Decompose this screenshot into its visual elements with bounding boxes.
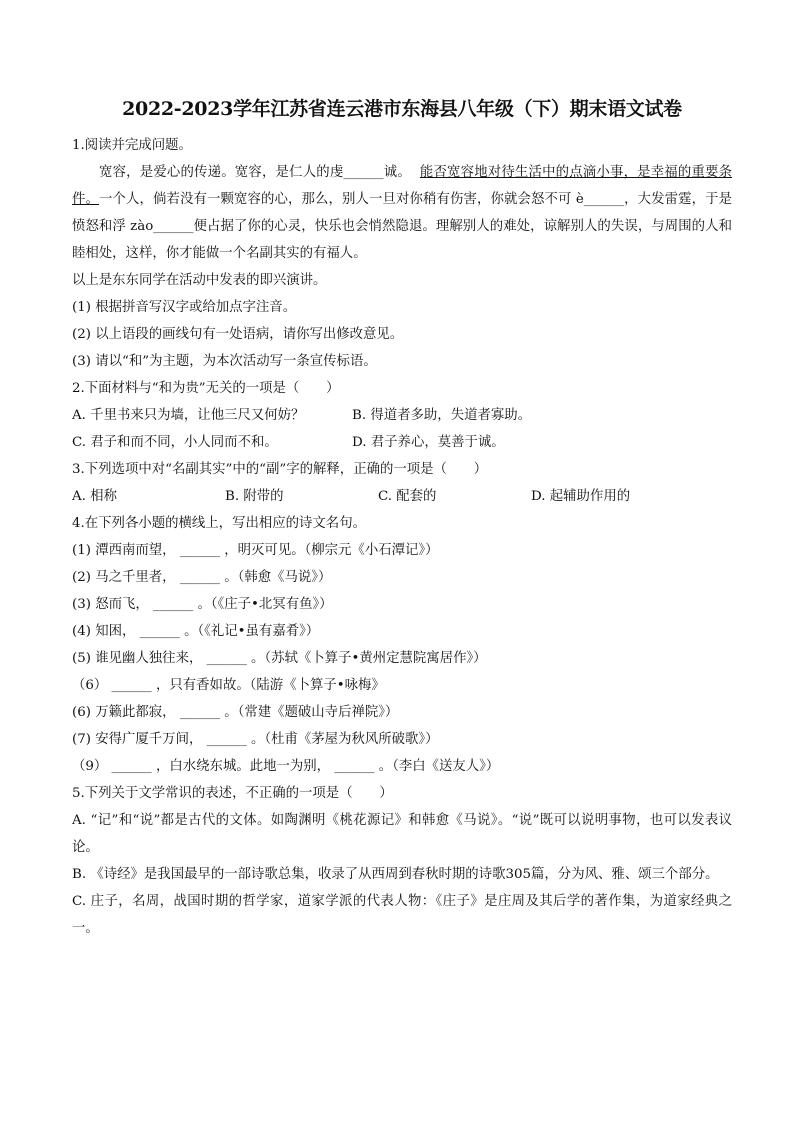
q2-stem: 2.下面材料与“和为贵”无关的一项是（ ） bbox=[72, 381, 340, 396]
exam-page bbox=[72, 96, 732, 942]
q5-option-c: C. 庄子，名周，战国时期的哲学家，道家学派的代表人物：《庄子》是庄周及其后学的著作集，为道家经典之一。 bbox=[72, 894, 732, 936]
q5-stem: 5.下列关于文学常识的表述，不正确的一项是（ ） bbox=[72, 786, 393, 801]
exam-title: 2022-2023学年江苏省连云港市东海县八年级（下）期末语文试卷 bbox=[122, 98, 682, 120]
q2-option-a: A. 千里书来只为墙，让他三尺又何妨？ bbox=[72, 408, 305, 423]
question-4 bbox=[72, 510, 732, 780]
q3-option-b: B. 附带的 bbox=[225, 489, 284, 504]
q1-passage bbox=[72, 159, 732, 267]
q4-item: (4) 知困， ______ 。（《礼记•虽有嘉肴》） bbox=[72, 624, 320, 639]
q1-passage-b: 一个人，倘若没有一颗宽容的心，那么，别人一旦对你稍有伤害，你就会怒不可 è______，大发雷霆，于是愤怒和浮 zào______便占据了你的心灵，快乐也会悄然隐退。理解别人的难处，谅解别人的失误，与周围的人和睦相处，这样，你才能做一个名副其实的有福人。 bbox=[72, 192, 733, 261]
q4-item: (3) 怒而飞， ______ 。（《庄子•北冥有鱼》） bbox=[72, 597, 333, 612]
q4-item: (5) 谁见幽人独往来， ______ 。（苏轼《卜算子•黄州定慧院寓居作》） bbox=[72, 651, 487, 666]
q2-options-row2 bbox=[72, 429, 732, 456]
question-3 bbox=[72, 456, 732, 510]
q3-options bbox=[72, 483, 732, 510]
q5-option-b: B. 《诗经》是我国最早的一部诗歌总集，收录了从西周到春秋时期的诗歌305篇，分为风、雅、颂三个部分。 bbox=[72, 867, 719, 882]
q4-item: (6) 万籁此都寂， ______ 。（常建《题破山寺后禅院》） bbox=[72, 705, 399, 720]
q3-option-d: D. 起辅助作用的 bbox=[531, 489, 631, 504]
q1-stem: 1.阅读并完成问题。 bbox=[72, 138, 192, 153]
question-1 bbox=[72, 132, 732, 375]
q5-option-a: A. “记”和“说”都是古代的文体。如陶渊明《桃花源记》和韩愈《马说》。“说”既可以说明事物，也可以发表议论。 bbox=[72, 813, 732, 855]
q4-stem: 4.在下列各小题的横线上，写出相应的诗文名句。 bbox=[72, 516, 366, 531]
q1-passage-a: 宽容，是爱心的传递。宽容，是仁人的虔______诚。 bbox=[99, 165, 411, 180]
q1-sub1: (1) 根据拼音写汉字或给加点字注音。 bbox=[72, 300, 297, 315]
q3-option-a: A. 相称 bbox=[72, 489, 117, 504]
q2-options-row1 bbox=[72, 402, 732, 429]
q4-item: (2) 马之千里者， ______ 。（韩愈《马说》） bbox=[72, 570, 332, 585]
q3-option-c: C. 配套的 bbox=[378, 489, 437, 504]
q3-stem: 3.下列选项中对“名副其实”中的“副”字的解释，正确的一项是（ ） bbox=[72, 462, 488, 477]
q4-item: (1) 潭西南而望， ______ ，明灭可见。（柳宗元《小石潭记》） bbox=[72, 543, 439, 558]
q4-item: （6） ______ ，只有香如故。（陆游《卜算子•咏梅》 bbox=[72, 678, 385, 693]
q1-sub3: (3) 请以“和”为主题，为本次活动写一条宣传标语。 bbox=[72, 354, 377, 369]
q4-item: （9） ______ ，白水绕东城。此地一为别， ______ 。（李白《送友人》） bbox=[72, 759, 500, 774]
question-5 bbox=[72, 780, 732, 942]
q2-option-d: D. 君子养心，莫善于诚。 bbox=[352, 435, 505, 450]
q1-note: 以上是东东同学在活动中发表的即兴演讲。 bbox=[72, 273, 327, 288]
q4-item: (7) 安得广厦千万间， ______ 。（杜甫《茅屋为秋风所破歌》） bbox=[72, 732, 439, 747]
q1-sub2: (2) 以上语段的画线句有一处语病，请你写出修改意见。 bbox=[72, 327, 404, 342]
question-2 bbox=[72, 375, 732, 456]
q1-underlined-sentence: 能否宽容地对待生活中的点滴小事，是幸福的重要条件。 bbox=[72, 165, 733, 207]
q2-option-c: C. 君子和而不同，小人同而不和。 bbox=[72, 435, 278, 450]
q2-option-b: B. 得道者多助，失道者寡助。 bbox=[352, 408, 532, 423]
